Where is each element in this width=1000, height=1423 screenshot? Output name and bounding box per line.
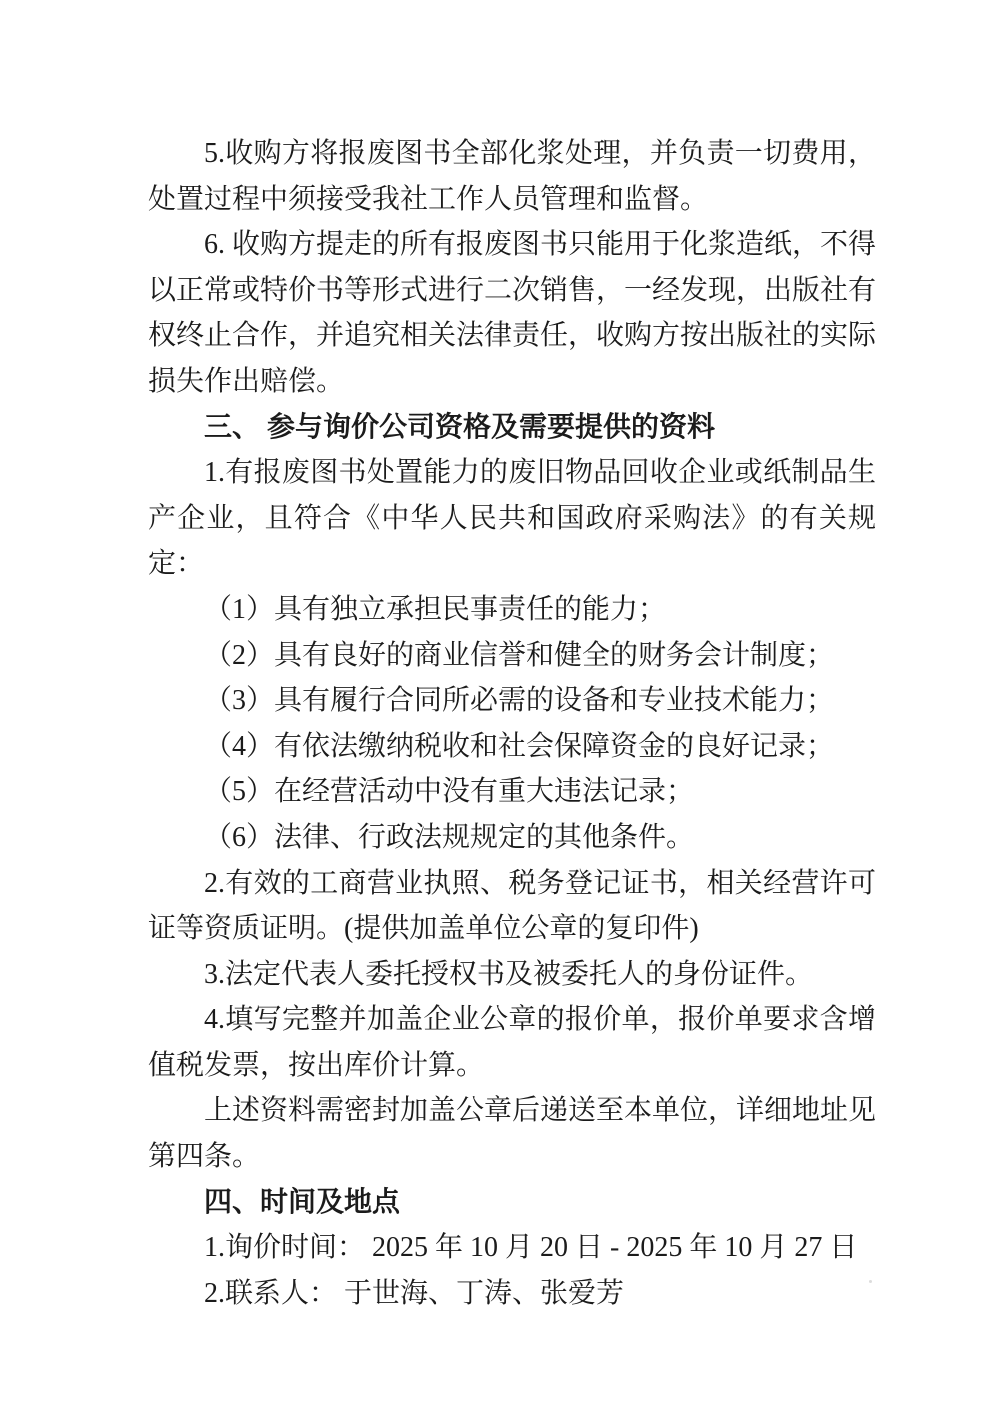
- paragraph-clause-5: 5.收购方将报废图书全部化浆处理，并负责一切费用，处置过程中须接受我社工作人员管理和监督。: [148, 138, 876, 215]
- paragraph-qualification-item-2: （2）具有良好的商业信誉和健全的财务会计制度；: [204, 639, 835, 671]
- paragraph-submission-note: 上述资料需密封加盖公章后递送至本单位，详细地址见第四条。: [148, 1095, 877, 1173]
- paragraph-qualification-item-5: （5）在经营活动中没有重大违法记录；: [204, 776, 695, 808]
- section-4-heading: 四、时间及地点: [204, 1186, 401, 1218]
- paragraph-material-3: 3.法定代表人委托授权书及被委托人的身份证件。: [204, 958, 814, 990]
- paragraph-qualification-item-3: （3）具有履行合同所必需的设备和专业技术能力；: [204, 685, 835, 717]
- paragraph-clause-6: 6. 收购方提走的所有报废图书只能用于化浆造纸，不得以正常或特价书等形式进行二次销售，一经发现，出版社有权终止合作，并追究相关法律责任，收购方按出版社的实际损失作出赔偿。: [148, 229, 877, 397]
- paragraph-material-2: 2.有效的工商营业执照、税务登记证书，相关经营许可证等资质证明。(提供加盖单位公章的复印件): [148, 867, 876, 945]
- paragraph-qualification-intro: 1.有报废图书处置能力的废旧物品回收企业或纸制品生产企业，且符合《中华人民共和国政府采购法》的有关规定：: [148, 457, 876, 580]
- paragraph-qualification-item-4: （4）有依法缴纳税收和社会保障资金的良好记录；: [204, 730, 835, 762]
- paragraph-qualification-item-1: （1）具有独立承担民事责任的能力；: [204, 593, 667, 625]
- paragraph-contacts: 2.联系人： 于世海、丁涛、张爱芳: [204, 1277, 625, 1309]
- document-body: [148, 131, 876, 1316]
- paragraph-material-4: 4.填写完整并加盖企业公章的报价单，报价单要求含增值税发票，按出库价计算。: [148, 1004, 876, 1081]
- paragraph-inquiry-time: 1.询价时间： 2025 年 10 月 20 日 - 2025 年 10 月 27 日: [204, 1232, 858, 1264]
- section-3-heading: 三、 参与询价公司资格及需要提供的资料: [204, 411, 716, 443]
- paragraph-qualification-item-6: （6）法律、行政法规规定的其他条件。: [204, 821, 695, 853]
- scan-artifact-dot: [869, 1280, 872, 1283]
